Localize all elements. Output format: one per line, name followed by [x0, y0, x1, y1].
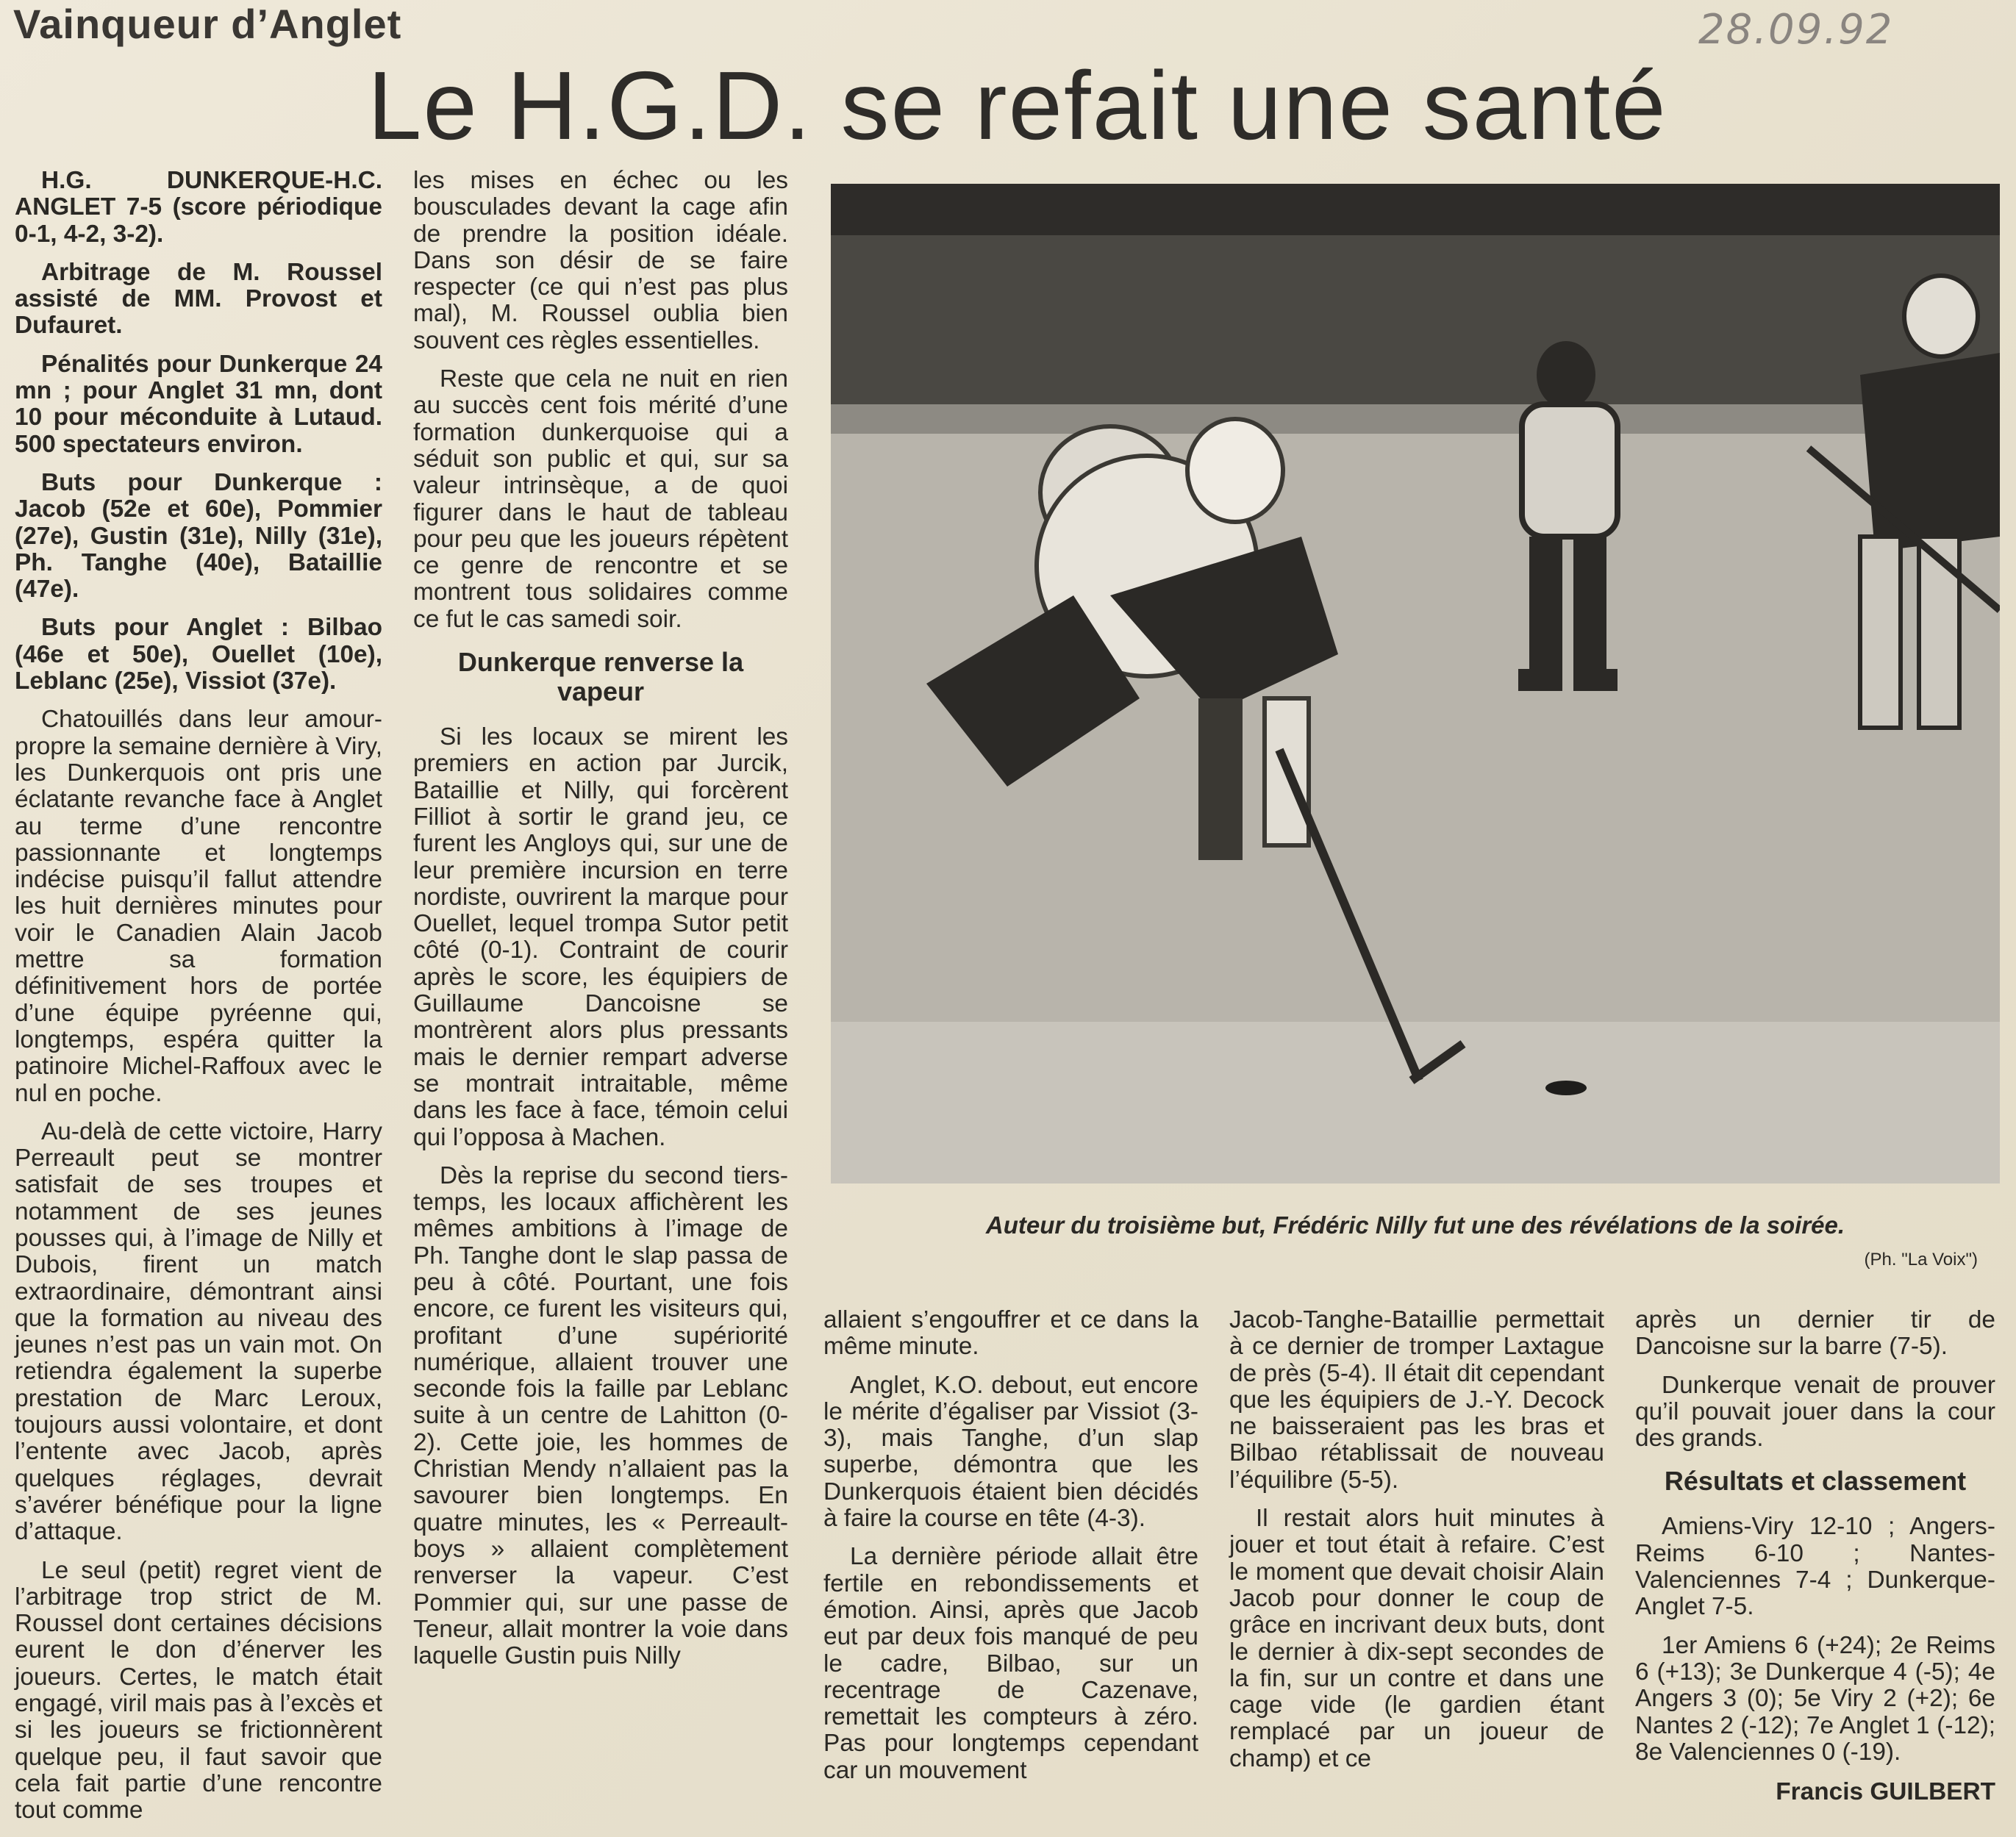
article-column-2 — [413, 168, 788, 1681]
standings-text: 1er Amiens 6 (+24); 2e Reims 6 (+13); 3e Dunkerque 4 (-5); 4e Angers 3 (0); 5e Viry 2 (+2); 6e Nantes 2 (-12); 7e Anglet 1 (-12); 8e Valenciennes 0 (-19). — [1635, 1631, 1995, 1766]
goals-anglet: Buts pour Anglet : Bilbao (46e et 50e), Ouellet (10e), Leblanc (25e), Vissiot (37e). — [15, 614, 382, 695]
photo-credit: (Ph. "La Voix") — [1864, 1250, 1978, 1270]
body-paragraph: Dunkerque venait de prouver qu’il pouvait jouer dans la cour des grands. — [1635, 1371, 1995, 1453]
body-paragraph: Reste que cela ne nuit en rien au succès cent fois mérité d’une formation dunkerquoise qui a séduit son public et qui, sur sa valeur intrinsèque, a de quoi figurer dans le haut de tableau pour peu que les joueurs répètent ce genre de rencontre et se montrent tous solidaires comme ce fut le cas samedi soir. — [413, 365, 788, 633]
article-column-1 — [15, 168, 382, 1836]
match-summary: H.G. DUNKERQUE-H.C. ANGLET 7-5 (score périodique 0-1, 4-2, 3-2). — [15, 167, 382, 248]
penalties-info: Pénalités pour Dunkerque 24 mn ; pour Anglet 31 mn, dont 10 pour méconduite à Lutaud. 500 spectateurs environ. — [15, 350, 382, 458]
article-column-3 — [823, 1307, 1198, 1796]
photo-caption: Auteur du troisième but, Frédéric Nilly fut une des révélations de la soirée. — [985, 1211, 1845, 1239]
section-subheading: Dunkerque renverse la vapeur — [457, 647, 744, 707]
body-paragraph: Anglet, K.O. debout, eut encore le mérite d’égaliser par Vissiot (3-3), mais Tanghe, d’un slap superbe, démontra que les Dunkerquois étaient bien décidés à faire la course en tête (4-3). — [823, 1371, 1198, 1533]
body-paragraph: La dernière période allait être fertile en rebondissements et émotion. Ainsi, après que Jacob eut par deux fois manqué de peu le cadre, Bilbao, sur un recentrage de Cazenave, remettait les compteurs à zéro. Pas pour longtemps cependant car un mouvement — [823, 1543, 1198, 1784]
referee-info: Arbitrage de M. Roussel assisté de MM. Provost et Dufauret. — [15, 258, 382, 340]
body-paragraph: après un dernier tir de Dancoisne sur la barre (7-5). — [1635, 1306, 1995, 1361]
article-column-4 — [1229, 1307, 1604, 1784]
body-paragraph: Si les locaux se mirent les premiers en action par Jurcik, Bataillie et Nilly, qui forcèrent Filliot à sortir le grand jeu, ce furent les Angloys qui, sur une de leur première incursion en terre nordiste, ouvrirent la marque pour Ouellet, lequel trompa Sutor petit côté (0-1). Contraint de courir après le score, les équipiers de Guillaume Dancoisne se montrèrent alors plus pressants mais le dernier rempart adverse se montrait intraitable, même dans les face à face, témoin celui qui l’opposa à Machen. — [413, 723, 788, 1151]
hockey-scene-image — [831, 184, 2000, 1184]
body-paragraph: les mises en échec ou les bousculades devant la cage afin de prendre la position idéale. Dans son désir de se faire respecter (ce qui n’est pas plus mal), M. Roussel oublia bien souvent ces règles essentielles. — [413, 167, 788, 354]
author-signature: Francis GUILBERT — [1776, 1778, 1995, 1806]
body-paragraph: Au-delà de cette victoire, Harry Perreault peut se montrer satisfait de ses troupes et notamment de ses jeunes pousses qui, à l’image de Nilly et Dubois, firent un match extraordinaire, démontrant ainsi que la formation au niveau des jeunes n’est pas un vain mot. On retiendra également la superbe prestation de Marc Leroux, toujours aussi volontaire, et dont l’entente avec Jacob, après quelques réglages, devrait s’avérer bénéfique pour la ligne d’attaque. — [15, 1117, 382, 1546]
kicker: Vainqueur d’Anglet — [13, 1, 402, 47]
results-heading: Résultats et classement — [1664, 1466, 1967, 1497]
article-column-5 — [1635, 1307, 1995, 1817]
body-paragraph: Il restait alors huit minutes à jouer et tout était à refaire. C’est le moment que devait choisir Alain Jacob pour donner le coup de grâce en incrivant deux buts, dont le dernier à dix-sept secondes de la fin, sur un contre et dans une cage vide (le gardien étant remplacé par un joueur de champ) et ce — [1229, 1505, 1604, 1772]
body-paragraph: Dès la reprise du second tiers-temps, les locaux affichèrent les mêmes ambitions à l’image de Ph. Tanghe dont le slap passa de peu à côté. Pourtant, une fois encore, ce furent les visiteurs qui, profitant d’une supériorité numérique, allaient trouver une seconde fois la faille par Leblanc suite à un centre de Lahitton (0-2). Cette joie, les hommes de Christian Mendy n’allaient pas la savourer bien longtemps. En quatre minutes, les « Perreault-boys » allaient complètement renverser la vapeur. C’est Pommier qui, sur une passe de Teneur, allait montrer la voie dans laquelle Gustin puis Nilly — [413, 1161, 788, 1670]
results-text: Amiens-Viry 12-10 ; Angers-Reims 6-10 ; Nantes-Valenciennes 7-4 ; Dunkerque-Anglet 7-5. — [1635, 1513, 1995, 1621]
page-title: Le H.G.D. se refait une santé — [368, 51, 1668, 160]
goals-dunkerque: Buts pour Dunkerque : Jacob (52e et 60e), Pommier (27e), Gustin (31e), Nilly (31e), Ph. Tanghe (40e), Bataillie (47e). — [15, 468, 382, 604]
body-paragraph: Chatouillés dans leur amour-propre la semaine dernière à Viry, les Dunkerquois ont pris une éclatante revanche face à Anglet au terme d’une rencontre passionnante et longtemps indécise puisqu’il fallut attendre les huit dernières minutes pour voir le Canadien Alain Jacob mettre sa formation définitivement hors de portée d’une équipe pyréenne qui, longtemps, espéra quitter la patinoire Michel-Raffoux avec le nul en poche. — [15, 706, 382, 1107]
body-paragraph: allaient s’engouffrer et ce dans la même minute. — [823, 1306, 1198, 1361]
body-paragraph: Jacob-Tanghe-Bataillie permettait à ce dernier de tromper Laxtague de près (5-4). Il était dit cependant que les équipiers de J.-Y. Decock ne baisseraient pas les bras et Bilbao rétablissait de nouveau l’équilibre (5-5). — [1229, 1306, 1604, 1494]
handwritten-date: 28.09.92 — [1698, 6, 1894, 54]
hockey-photo — [831, 184, 2000, 1184]
body-paragraph: Le seul (petit) regret vient de l’arbitrage trop strict de M. Roussel dont certaines décisions eurent le don d’énerver les joueurs. Certes, le match était engagé, viril mais pas à l’excès et si les joueurs se frictionnèrent quelque peu, il faut savoir que cela fait partie d’une rencontre tout comme — [15, 1556, 382, 1825]
